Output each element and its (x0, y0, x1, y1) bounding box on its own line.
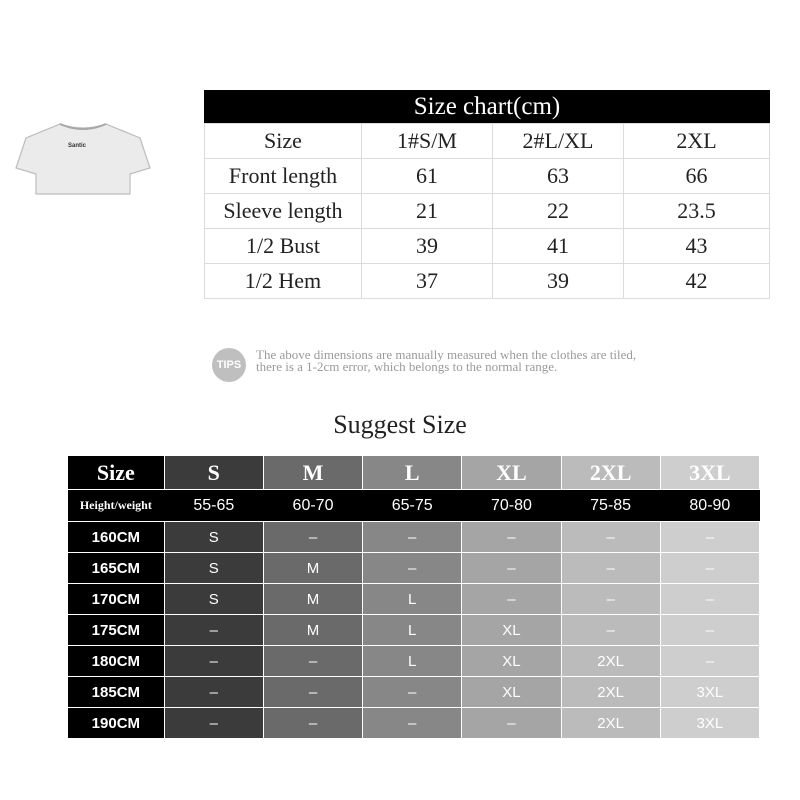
size-chart-cell: 39 (493, 264, 624, 299)
size-chart-cell: 43 (624, 229, 770, 264)
size-chart-row-label: Front length (205, 159, 362, 194)
size-cell: 3XL (660, 677, 759, 708)
table-row (68, 522, 760, 553)
size-cell: – (561, 584, 660, 615)
size-chart-cell: 61 (362, 159, 493, 194)
table-row (68, 584, 760, 615)
height-weight-row (68, 490, 760, 522)
size-chart-header-cell: 2#L/XL (493, 124, 624, 159)
size-cell: – (660, 522, 759, 553)
size-cell: XL (462, 677, 561, 708)
height-label: 180CM (68, 646, 164, 677)
size-cell: S (164, 522, 263, 553)
height-weight-label: Height/weight (68, 490, 164, 522)
size-chart-cell: 21 (362, 194, 493, 229)
size-cell: – (263, 522, 362, 553)
height-label: 170CM (68, 584, 164, 615)
size-header-cell: M (263, 456, 362, 490)
height-label: 165CM (68, 553, 164, 584)
size-chart-cell: 63 (493, 159, 624, 194)
tips-line-1: The above dimensions are manually measured when the clothes are tiled, (256, 347, 637, 362)
size-chart-cell: 22 (493, 194, 624, 229)
suggest-size-table (68, 456, 760, 739)
size-cell: – (462, 708, 561, 739)
size-cell: M (263, 553, 362, 584)
size-cell: – (561, 522, 660, 553)
size-cell: L (363, 584, 462, 615)
suggest-size-title: Suggest Size (333, 410, 467, 439)
table-row (68, 615, 760, 646)
size-cell: L (363, 646, 462, 677)
size-header-cell: S (164, 456, 263, 490)
tips-line-2: there is a 1-2cm error, which belongs to the normal range. (256, 359, 558, 374)
size-cell: XL (462, 615, 561, 646)
size-chart-cell: 39 (362, 229, 493, 264)
size-cell: – (363, 553, 462, 584)
size-cell: 2XL (561, 708, 660, 739)
tips-badge: TIPS (212, 348, 246, 382)
size-chart-title: Size chart(cm) (204, 90, 770, 123)
size-cell: M (263, 584, 362, 615)
height-label: 190CM (68, 708, 164, 739)
size-cell: – (363, 522, 462, 553)
size-chart-row-label: 1/2 Hem (205, 264, 362, 299)
size-cell: 2XL (561, 677, 660, 708)
size-header-cell: 3XL (660, 456, 759, 490)
size-cell: – (462, 584, 561, 615)
size-cell: – (363, 677, 462, 708)
size-header-cell: XL (462, 456, 561, 490)
weight-range-cell: 80-90 (660, 490, 759, 522)
shirt-brand: Santic (68, 143, 87, 149)
tshirt-icon (8, 118, 158, 198)
size-chart-header-row (205, 124, 770, 159)
size-chart-cell: 41 (493, 229, 624, 264)
size-cell: M (263, 615, 362, 646)
weight-range-cell: 55-65 (164, 490, 263, 522)
height-label: 175CM (68, 615, 164, 646)
size-cell: – (164, 708, 263, 739)
weight-range-cell: 70-80 (462, 490, 561, 522)
weight-range-cell: 60-70 (263, 490, 362, 522)
size-chart-cell: 66 (624, 159, 770, 194)
suggest-corner-label: Size (68, 456, 164, 490)
size-chart-cell: 23.5 (624, 194, 770, 229)
size-chart-header-cell: Size (205, 124, 362, 159)
size-chart-header-cell: 2XL (624, 124, 770, 159)
size-cell: 3XL (660, 708, 759, 739)
table-row (68, 553, 760, 584)
size-chart-header-cell: 1#S/M (362, 124, 493, 159)
table-row (68, 708, 760, 739)
size-cell: – (660, 615, 759, 646)
size-cell: – (561, 615, 660, 646)
size-header-cell: 2XL (561, 456, 660, 490)
size-chart-table (204, 90, 770, 299)
size-chart-cell: 42 (624, 264, 770, 299)
size-cell: – (561, 553, 660, 584)
size-chart-row-label: 1/2 Bust (205, 229, 362, 264)
size-cell: – (263, 677, 362, 708)
size-cell: – (462, 553, 561, 584)
size-chart-row-label: Sleeve length (205, 194, 362, 229)
size-cell: – (363, 708, 462, 739)
size-chart-cell: 37 (362, 264, 493, 299)
size-header-cell: L (363, 456, 462, 490)
size-chart-row (205, 159, 770, 194)
size-cell: – (462, 522, 561, 553)
size-cell: – (660, 584, 759, 615)
size-cell: XL (462, 646, 561, 677)
tips-text (256, 349, 776, 373)
size-cell: – (164, 646, 263, 677)
size-chart-row (205, 229, 770, 264)
size-cell: – (660, 646, 759, 677)
size-cell: – (164, 615, 263, 646)
table-row (68, 677, 760, 708)
height-label: 160CM (68, 522, 164, 553)
height-label: 185CM (68, 677, 164, 708)
weight-range-cell: 75-85 (561, 490, 660, 522)
size-cell: – (263, 646, 362, 677)
size-cell: – (263, 708, 362, 739)
size-cell: – (164, 677, 263, 708)
size-cell: L (363, 615, 462, 646)
size-cell: S (164, 553, 263, 584)
size-chart-row (205, 194, 770, 229)
table-row (68, 646, 760, 677)
size-cell: 2XL (561, 646, 660, 677)
weight-range-cell: 65-75 (363, 490, 462, 522)
size-chart-row (205, 264, 770, 299)
size-cell: S (164, 584, 263, 615)
suggest-size-header-row (68, 456, 760, 490)
size-cell: – (660, 553, 759, 584)
